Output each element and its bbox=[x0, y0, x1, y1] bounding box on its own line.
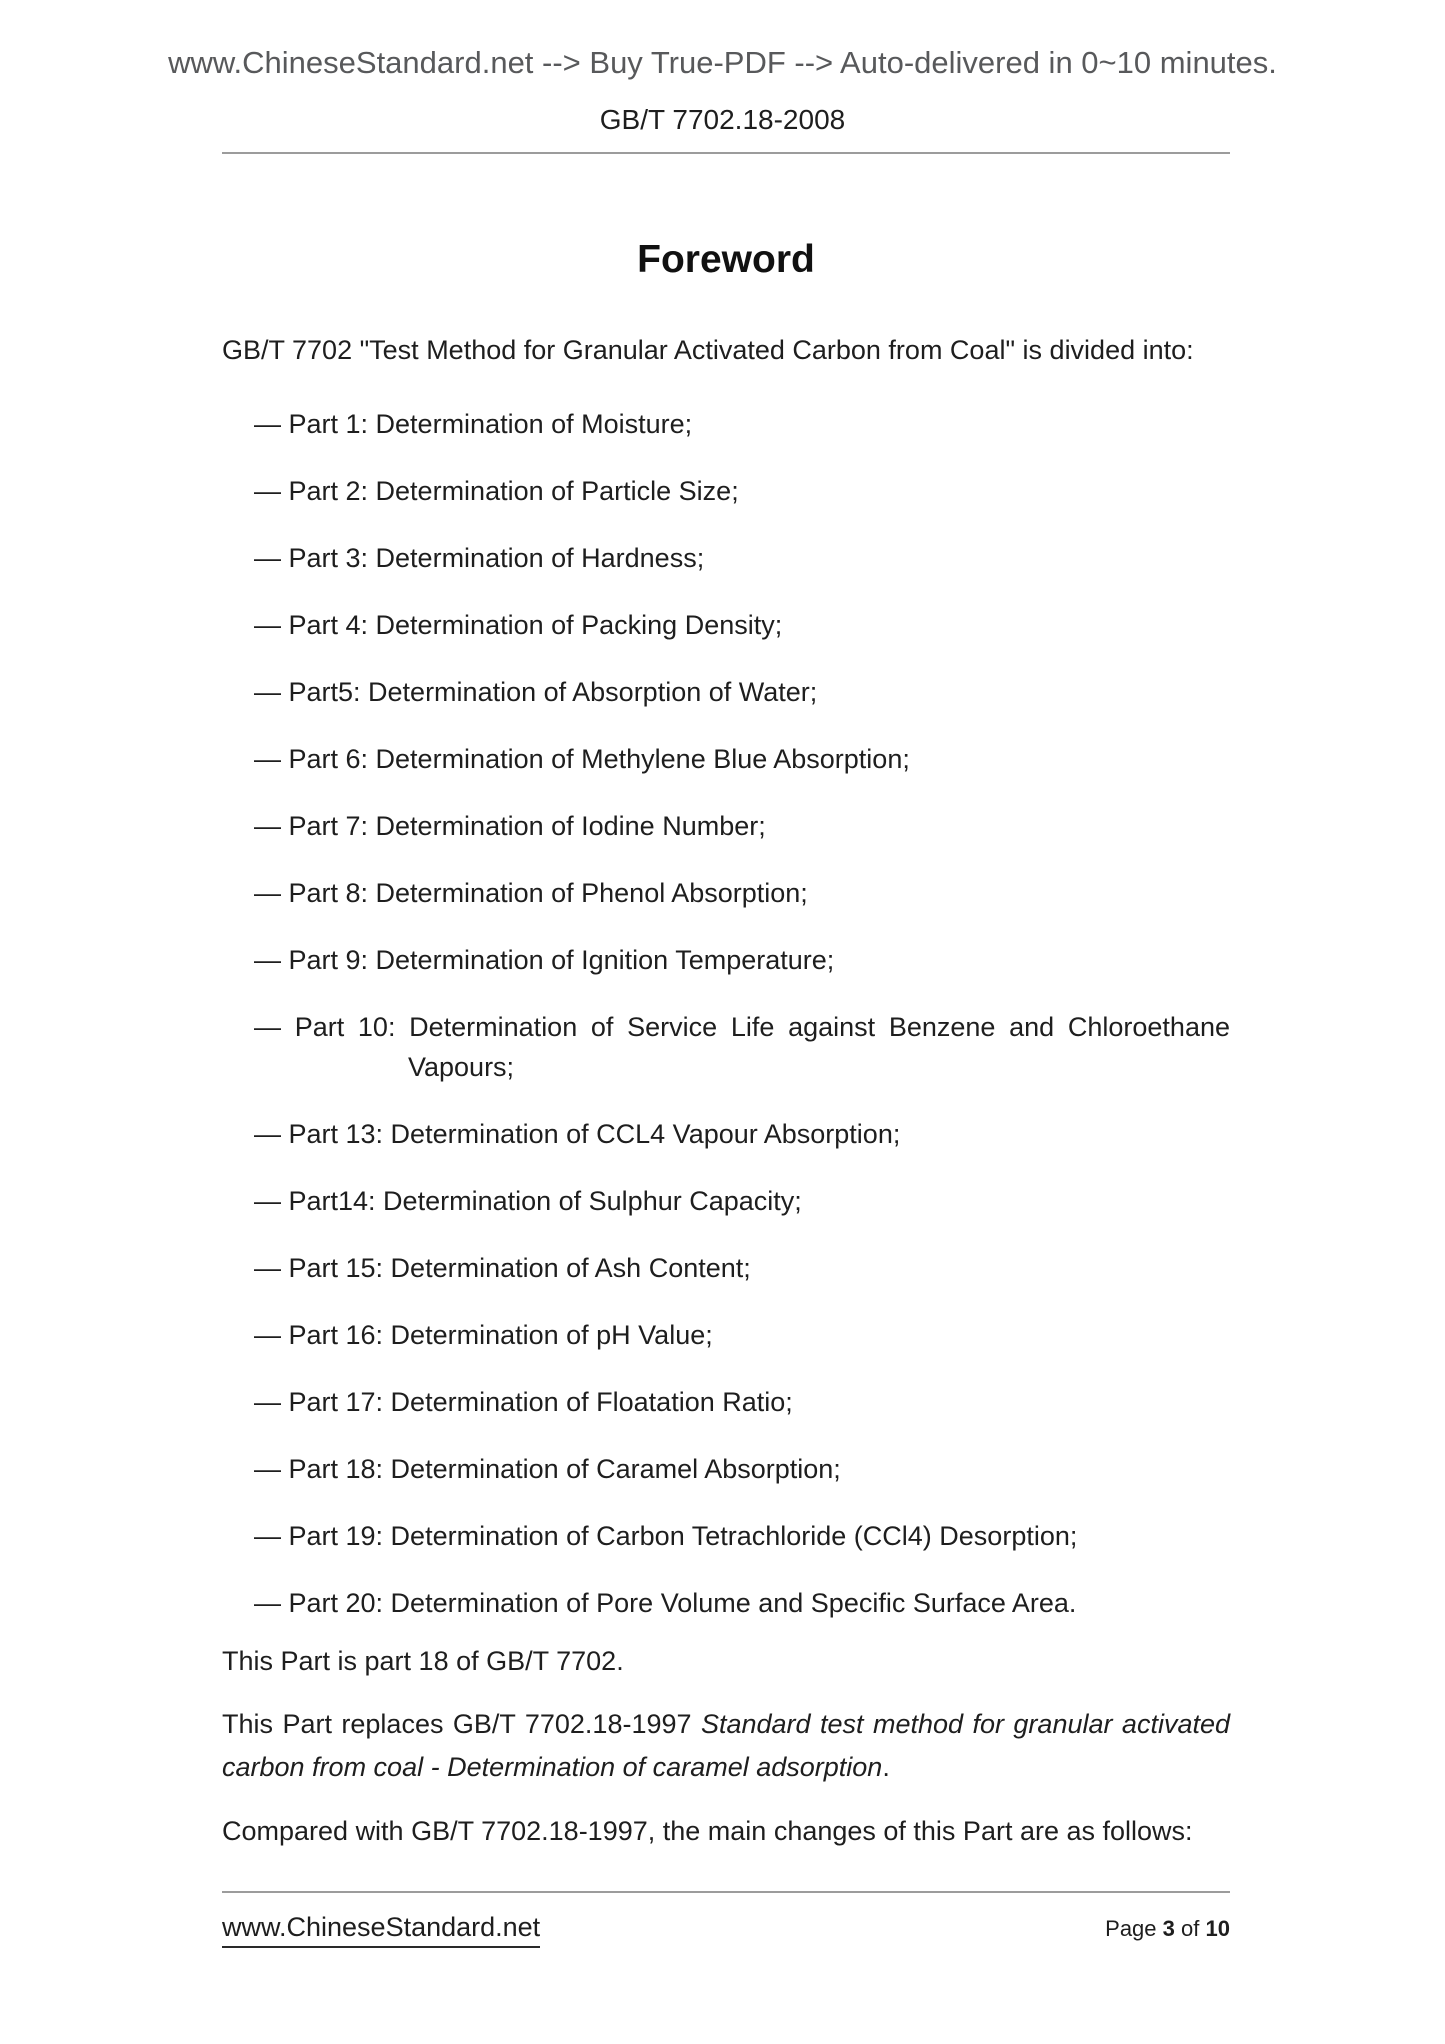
part-list-item: — Part 1: Determination of Moisture; bbox=[254, 409, 693, 439]
part-list-item bbox=[222, 1007, 1230, 1087]
footer-link[interactable]: www.ChineseStandard.net bbox=[222, 1910, 540, 1948]
replaces-period: . bbox=[882, 1752, 890, 1782]
part-list-item: — Part 8: Determination of Phenol Absorption; bbox=[254, 878, 808, 908]
paragraph-replaces-line2 bbox=[222, 1746, 1230, 1789]
footer-rule bbox=[222, 1891, 1230, 1893]
header-promo-text: www.ChineseStandard.net --> Buy True-PDF --> Auto-delivered in 0~10 minutes. bbox=[168, 45, 1277, 80]
replaces-italic-title-part1: Standard test method for granular activated bbox=[700, 1709, 1230, 1739]
part-list-item: — Part 16: Determination of pH Value; bbox=[254, 1320, 713, 1350]
part-list-item: — Part 18: Determination of Caramel Absorption; bbox=[254, 1454, 841, 1484]
page-indicator bbox=[1105, 1914, 1230, 1944]
page-word: Page bbox=[1105, 1916, 1157, 1941]
part-list-item: — Part 20: Determination of Pore Volume and Specific Surface Area. bbox=[254, 1588, 1077, 1618]
page-title: Foreword bbox=[637, 238, 815, 281]
footer bbox=[222, 1910, 1230, 1954]
part-list-item: — Part 3: Determination of Hardness; bbox=[254, 543, 705, 573]
part-list-item: — Part 6: Determination of Methylene Blue Absorption; bbox=[254, 744, 910, 774]
of-word: of bbox=[1181, 1916, 1200, 1941]
page-number: 3 bbox=[1162, 1916, 1175, 1941]
part-list-item: — Part14: Determination of Sulphur Capacity; bbox=[254, 1186, 802, 1216]
paragraph-compared: Compared with GB/T 7702.18-1997, the main changes of this Part are as follows: bbox=[222, 1816, 1193, 1846]
part-list-item-line1: — Part 10: Determination of Service Life against Benzene and Chloroethane bbox=[254, 1012, 1230, 1042]
part-list-item: — Part 7: Determination of Iodine Number; bbox=[254, 811, 766, 841]
replaces-regular-text: This Part replaces GB/T 7702.18-1997 bbox=[222, 1709, 692, 1739]
part-list-item: — Part 15: Determination of Ash Content; bbox=[254, 1253, 751, 1283]
part-list-item: — Part 13: Determination of CCL4 Vapour Absorption; bbox=[254, 1119, 901, 1149]
part-list-item: — Part 2: Determination of Particle Size; bbox=[254, 476, 739, 506]
part-list-item: — Part5: Determination of Absorption of Water; bbox=[254, 677, 818, 707]
document-code: GB/T 7702.18-2008 bbox=[599, 104, 846, 135]
paragraph-replaces-line1 bbox=[222, 1703, 1230, 1746]
replaces-italic-title-part2: carbon from coal - Determination of caramel adsorption bbox=[222, 1752, 883, 1782]
page-total: 10 bbox=[1205, 1916, 1230, 1941]
part-list-item-line2: Vapours; bbox=[408, 1052, 515, 1082]
part-list-item: — Part 19: Determination of Carbon Tetrachloride (CCl4) Desorption; bbox=[254, 1521, 1078, 1551]
parts-list bbox=[222, 404, 1230, 1650]
part-list-item: — Part 9: Determination of Ignition Temperature; bbox=[254, 945, 835, 975]
header-rule bbox=[222, 152, 1230, 154]
paragraph-replaces bbox=[222, 1703, 1230, 1789]
intro-paragraph: GB/T 7702 "Test Method for Granular Activated Carbon from Coal" is divided into: bbox=[222, 335, 1194, 365]
part-list-item: — Part 17: Determination of Floatation Ratio; bbox=[254, 1387, 793, 1417]
part-list-item: — Part 4: Determination of Packing Density; bbox=[254, 610, 783, 640]
paragraph-part-of: This Part is part 18 of GB/T 7702. bbox=[222, 1646, 624, 1676]
